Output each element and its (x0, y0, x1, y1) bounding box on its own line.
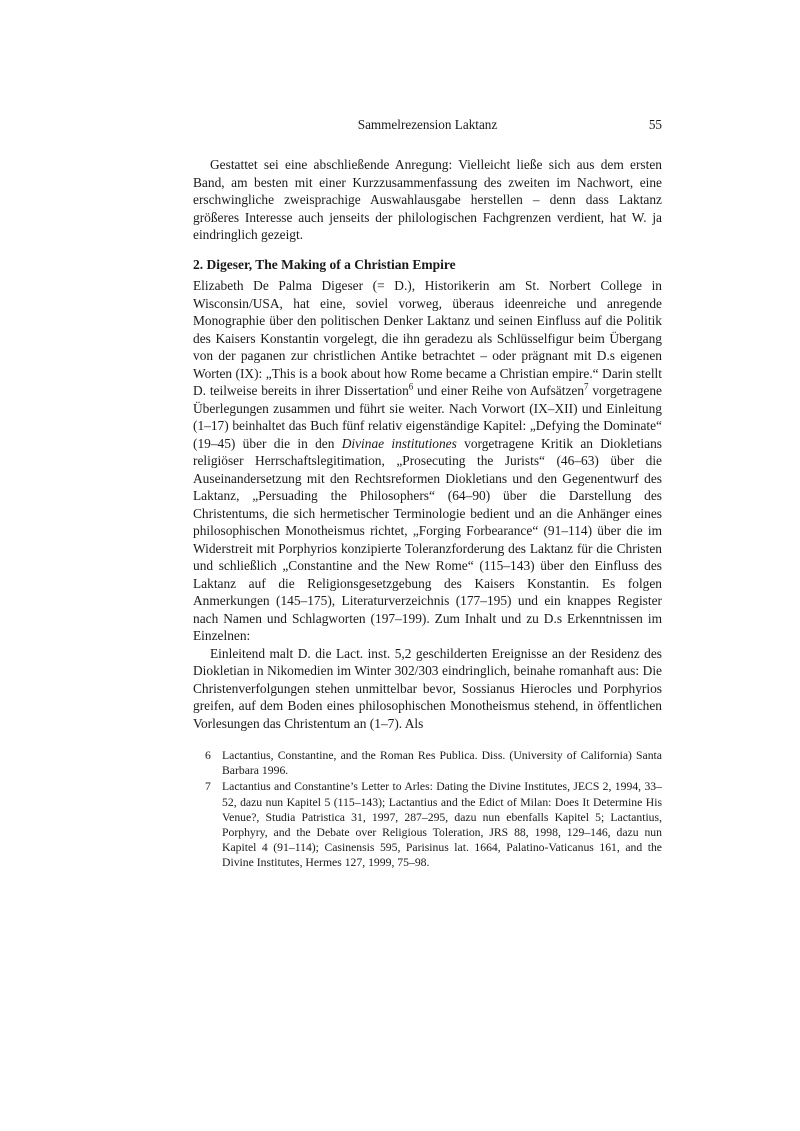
footnote-text: Lactantius, Constantine, and the Roman Res Publica. Diss. (University of California) Santa Barbara 1996. (222, 749, 662, 778)
footnotes-section (193, 748, 662, 871)
footnote (193, 748, 662, 778)
footnote (193, 779, 662, 870)
page-number: 55 (648, 117, 662, 132)
running-title: Sammelrezension Laktanz (357, 117, 498, 132)
footnote-number: 7 (205, 780, 211, 794)
paragraph-book-overview: Elizabeth De Palma Digeser (= D.), Historikerin am St. Norbert College in Wisconsin/USA, hat eine, soviel vorweg, überaus ideenreiche und anregende Monographie über den politischen Denker Laktanz und seinen Einfluss auf die Politik des Kaisers Konstantin vorgelegt, die ihn geradezu als Schlüsselfigur beim Übergang von der paganen zur christlichen Antike betrachtet – oder prägnant mit D.s eigenen Worten (IX): „This is a book about how Rome became a Christian empire.“ Darin stellt D. teilweise bereits in ihrer Dissertation$^6$ und einer Reihe von Aufsätzen$^7$ vorgetragene Überlegungen zusammen und führt sie weiter. Nach Vorwort (IX–XII) und Einleitung (1–17) beinhaltet das Buch fünf relativ eigenständige Kapitel: „Defying the Dominate“ (19–45) über die in den Divinae institutiones vorgetragene Kritik an Diokletians religiöser Herrschaftslegitimation, „Prosecuting the Jurists“ (46–63) über die Auseinandersetzung mit den Rechtsreformen Diokletians und den Gegenentwurf des Laktanz, „Persuading the Philosophers“ (64–90) über die Darstellung des Christentums, die sich hermetischer Terminologie bedient und an die Anhänger eines philosophischen Monotheismus richtet, „Forging Forbearance“ (91–114) über die im Widerstreit mit Porphyrios konzipierte Toleranzforderung des Laktanz für die Christen und schließlich „Constantine and the New Rome“ (115–143) über den Einfluss des Laktanz auf die Religionsgesetzgebung des Kaisers Konstantin. Es folgen Anmerkungen (145–175), Literaturverzeichnis (177–195) und ein knappes Register nach Namen und Schlagworten (197–199). Zum Inhalt und zu D.s Erkenntnissen im Einzelnen: (193, 278, 662, 643)
running-header (193, 117, 662, 133)
footnote-text: Lactantius and Constantine’s Letter to Arles: Dating the Divine Institutes, JECS 2, 1994, 33–52, dazu nun Kapitel 5 (115–143); Lactantius and the Edict of Milan: Does It Determine His Venue?, Studia Patristica 31, 1997, 287–295, dazu nun ebenfalls Kapitel 5; Lactantius, Porphyry, and the Debate over Religious Toleration, JRS 88, 1998, 129–146, dazu nun Kapitel 4 (91–114); Casinensis 595, Parisinus lat. 1664, Palatino-Vaticanus 161, and the Divine Institutes, Hermes 127, 1999, 75–98. (222, 780, 662, 870)
text-block (193, 117, 662, 871)
section-heading: 2. Digeser, The Making of a Christian Empire (193, 256, 456, 272)
footnote-number: 6 (205, 749, 211, 762)
paragraph-closing-suggestion: Gestattet sei eine abschließende Anregung: Vielleicht ließe sich aus dem ersten Band, am besten mit einer Kurzzusammenfassung des zweiten im Nachwort, eine erschwingliche zweisprachige Auswahlausgabe herstellen – denn dass Laktanz größeres Interesse auch jenseits der philologischen Fachgrenzen verdient, hat W. ja eindringlich gezeigt. (193, 157, 662, 242)
paragraph-introduction-summary: Einleitend malt D. die Lact. inst. 5,2 geschilderten Ereignisse an der Residenz des Diokletian in Nikomedien im Winter 302/303 eindringlich, beinahe romanhaft aus: Die Christenverfolgungen stehen unmittelbar bevor, Sossianus Hierocles und Porphyrios greifen, auf dem Boden eines philosophischen Monotheismus stehend, in öffentlichen Vorlesungen das Christentum an (1–7). Als (193, 645, 662, 731)
